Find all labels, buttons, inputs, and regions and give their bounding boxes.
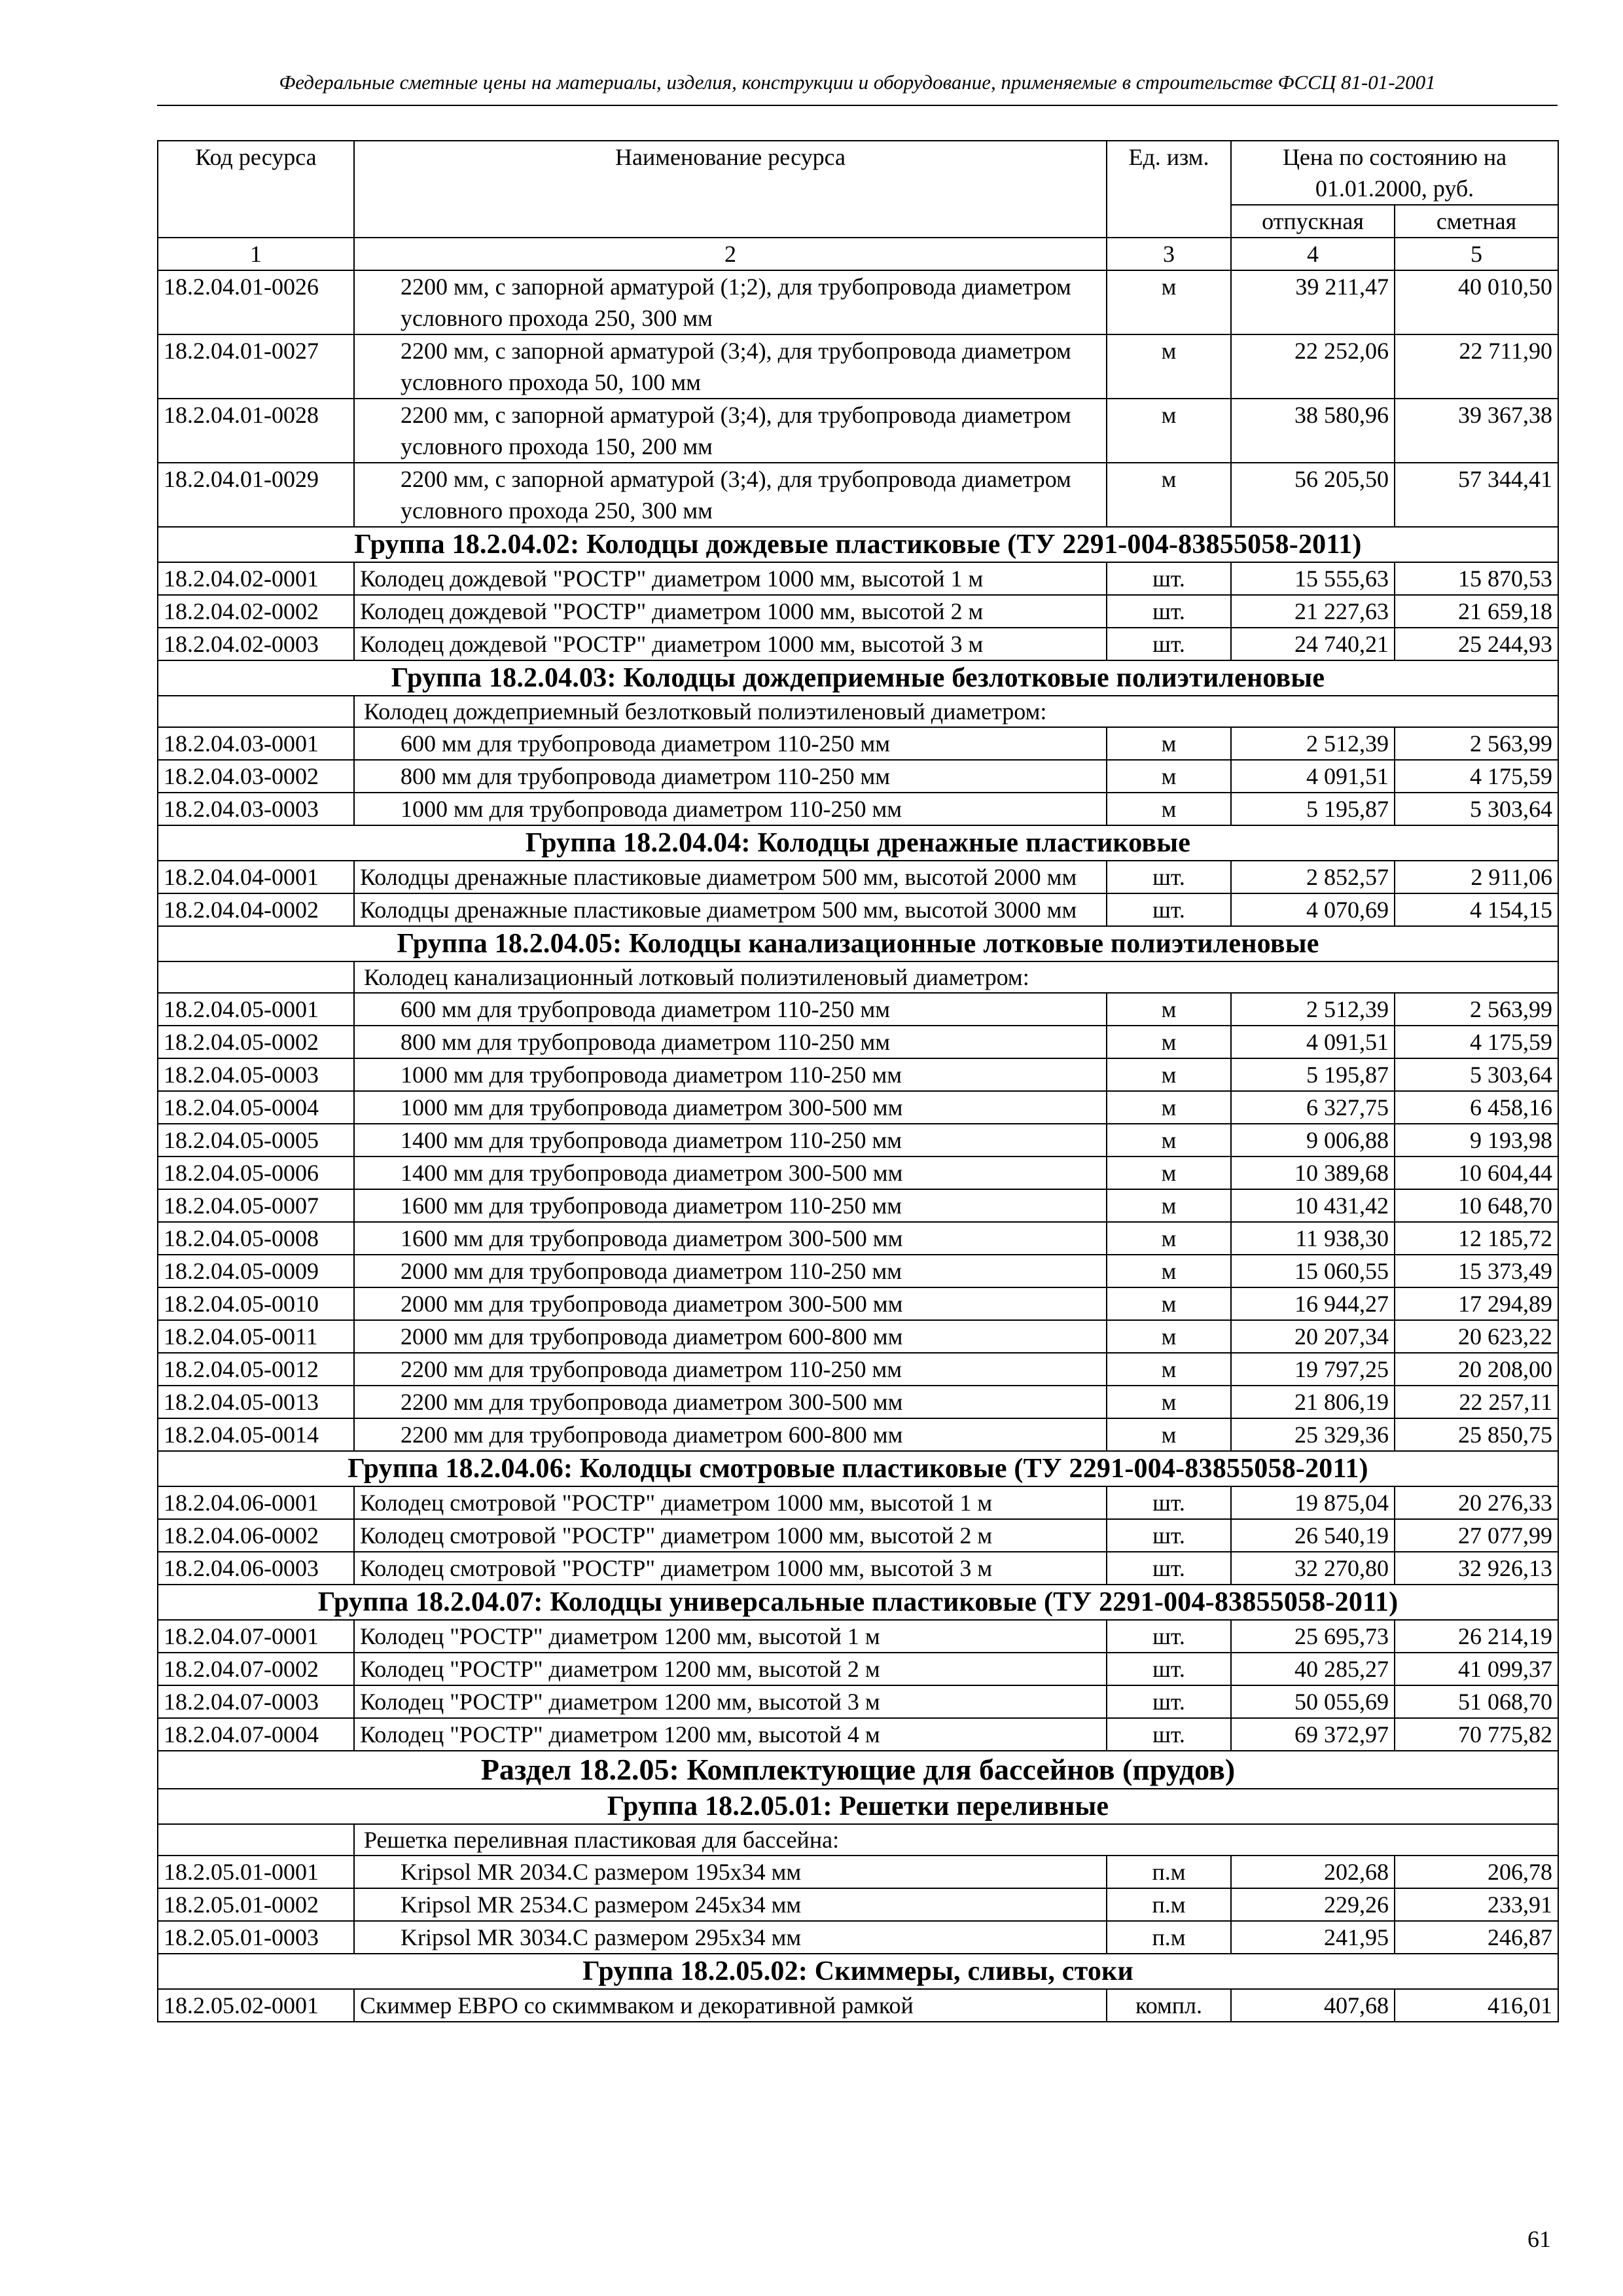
release-price: 38 580,96 bbox=[1231, 399, 1395, 463]
release-price: 229,26 bbox=[1231, 1888, 1395, 1921]
release-price: 5 195,87 bbox=[1231, 1058, 1395, 1091]
release-price: 202,68 bbox=[1231, 1856, 1395, 1888]
unit-of-measure: м bbox=[1107, 1124, 1231, 1157]
group-heading-row bbox=[158, 1954, 1558, 1989]
unit-of-measure: п.м bbox=[1107, 1888, 1231, 1921]
table-row bbox=[158, 1157, 1558, 1189]
unit-of-measure: п.м bbox=[1107, 1921, 1231, 1954]
subheading-row bbox=[158, 961, 1558, 993]
group-heading: Группа 18.2.05.01: Решетки переливные bbox=[158, 1789, 1558, 1824]
unit-of-measure: шт. bbox=[1107, 595, 1231, 628]
table-row bbox=[158, 628, 1558, 660]
release-price: 69 372,97 bbox=[1231, 1718, 1395, 1751]
unit-of-measure: м bbox=[1107, 727, 1231, 760]
unit-of-measure: м bbox=[1107, 993, 1231, 1026]
resource-name: 800 мм для трубопровода диаметром 110-250 мм bbox=[354, 760, 1107, 793]
unit-of-measure: м bbox=[1107, 1058, 1231, 1091]
estimate-price: 4 175,59 bbox=[1395, 760, 1558, 793]
price-column-header: Цена по состоянию на 01.01.2000, руб. bbox=[1231, 141, 1558, 205]
estimate-price: 70 775,82 bbox=[1395, 1718, 1558, 1751]
estimate-price: 41 099,37 bbox=[1395, 1653, 1558, 1685]
resource-code: 18.2.05.02-0001 bbox=[158, 1989, 354, 2022]
table-row bbox=[158, 1320, 1558, 1353]
resource-name: Колодец смотровой "РОСТР" диаметром 1000 мм, высотой 1 м bbox=[354, 1486, 1107, 1519]
release-price: 50 055,69 bbox=[1231, 1685, 1395, 1718]
resource-code: 18.2.04.05-0012 bbox=[158, 1353, 354, 1386]
release-price: 25 329,36 bbox=[1231, 1418, 1395, 1451]
release-price: 4 070,69 bbox=[1231, 893, 1395, 926]
release-price: 9 006,88 bbox=[1231, 1124, 1395, 1157]
resource-code: 18.2.04.06-0002 bbox=[158, 1519, 354, 1552]
resource-code: 18.2.05.01-0002 bbox=[158, 1888, 354, 1921]
resource-code: 18.2.05.01-0001 bbox=[158, 1856, 354, 1888]
estimate-price: 2 563,99 bbox=[1395, 727, 1558, 760]
code-column-header: Код ресурса bbox=[158, 141, 354, 238]
resource-name: 600 мм для трубопровода диаметром 110-250 мм bbox=[354, 993, 1107, 1026]
resource-code: 18.2.04.05-0013 bbox=[158, 1386, 354, 1418]
unit-of-measure: шт. bbox=[1107, 628, 1231, 660]
release-price: 21 227,63 bbox=[1231, 595, 1395, 628]
group-heading: Группа 18.2.04.04: Колодцы дренажные пластиковые bbox=[158, 825, 1558, 861]
unit-of-measure: м bbox=[1107, 793, 1231, 825]
header-rule bbox=[157, 105, 1558, 106]
resource-code: 18.2.04.04-0001 bbox=[158, 861, 354, 893]
column-number-row bbox=[158, 238, 1558, 270]
estimate-price: 233,91 bbox=[1395, 1888, 1558, 1921]
estimate-price: 10 648,70 bbox=[1395, 1189, 1558, 1222]
release-price: 10 389,68 bbox=[1231, 1157, 1395, 1189]
resource-name: 2200 мм, с запорной арматурой (1;2), для трубопровода диаметром условного прохода 250, 300 мм bbox=[354, 270, 1107, 334]
estimate-price: 25 850,75 bbox=[1395, 1418, 1558, 1451]
unit-of-measure: м bbox=[1107, 399, 1231, 463]
table-row bbox=[158, 1287, 1558, 1320]
unit-of-measure: м bbox=[1107, 760, 1231, 793]
resource-code: 18.2.04.02-0002 bbox=[158, 595, 354, 628]
resource-name: 2200 мм для трубопровода диаметром 600-800 мм bbox=[354, 1418, 1107, 1451]
group-heading: Группа 18.2.04.06: Колодцы смотровые пластиковые (ТУ 2291-004-83855058-2011) bbox=[158, 1451, 1558, 1486]
unit-of-measure: м bbox=[1107, 1320, 1231, 1353]
resource-name: Колодцы дренажные пластиковые диаметром 500 мм, высотой 3000 мм bbox=[354, 893, 1107, 926]
estimate-price: 5 303,64 bbox=[1395, 793, 1558, 825]
release-price: 26 540,19 bbox=[1231, 1519, 1395, 1552]
resource-code: 18.2.04.07-0004 bbox=[158, 1718, 354, 1751]
price-table bbox=[157, 140, 1559, 2022]
release-price: 4 091,51 bbox=[1231, 1026, 1395, 1058]
unit-of-measure: шт. bbox=[1107, 861, 1231, 893]
table-row bbox=[158, 1255, 1558, 1287]
resource-name: 2000 мм для трубопровода диаметром 110-250 мм bbox=[354, 1255, 1107, 1287]
resource-name: 2200 мм для трубопровода диаметром 300-500 мм bbox=[354, 1386, 1107, 1418]
resource-name: 1000 мм для трубопровода диаметром 110-250 мм bbox=[354, 1058, 1107, 1091]
table-row bbox=[158, 1091, 1558, 1124]
table-row bbox=[158, 1685, 1558, 1718]
group-heading-row bbox=[158, 1585, 1558, 1620]
unit-of-measure: м bbox=[1107, 1222, 1231, 1255]
resource-code: 18.2.05.01-0003 bbox=[158, 1921, 354, 1954]
release-price: 25 695,73 bbox=[1231, 1620, 1395, 1653]
resource-name: 1000 мм для трубопровода диаметром 300-500 мм bbox=[354, 1091, 1107, 1124]
table-row bbox=[158, 595, 1558, 628]
resource-code: 18.2.04.02-0003 bbox=[158, 628, 354, 660]
resource-name: Kripsol MR 3034.C размером 295x34 мм bbox=[354, 1921, 1107, 1954]
resource-code: 18.2.04.05-0008 bbox=[158, 1222, 354, 1255]
estimate-price: 206,78 bbox=[1395, 1856, 1558, 1888]
estimate-price: 51 068,70 bbox=[1395, 1685, 1558, 1718]
release-price: 20 207,34 bbox=[1231, 1320, 1395, 1353]
table-row bbox=[158, 1519, 1558, 1552]
column-number: 1 bbox=[158, 238, 354, 270]
estimate-price: 22 257,11 bbox=[1395, 1386, 1558, 1418]
group-heading: Группа 18.2.05.02: Скиммеры, сливы, стоки bbox=[158, 1954, 1558, 1989]
subheading-label: Решетка переливная пластиковая для бассейна: bbox=[354, 1824, 1558, 1856]
release-price: 22 252,06 bbox=[1231, 334, 1395, 399]
table-row bbox=[158, 1653, 1558, 1685]
resource-code: 18.2.04.05-0009 bbox=[158, 1255, 354, 1287]
unit-of-measure: шт. bbox=[1107, 893, 1231, 926]
unit-of-measure: м bbox=[1107, 1353, 1231, 1386]
unit-of-measure: м bbox=[1107, 1091, 1231, 1124]
page-header: Федеральные сметные цены на материалы, изделия, конструкции и оборудование, применяемые в строительстве ФССЦ 81-01-2001 bbox=[279, 71, 1436, 94]
empty-cell bbox=[158, 961, 354, 993]
resource-name: Kripsol MR 2534.C размером 245x34 мм bbox=[354, 1888, 1107, 1921]
table-row bbox=[158, 1386, 1558, 1418]
estimate-price: 2 911,06 bbox=[1395, 861, 1558, 893]
release-price: 6 327,75 bbox=[1231, 1091, 1395, 1124]
table-row bbox=[158, 1353, 1558, 1386]
table-row bbox=[158, 463, 1558, 527]
resource-name: 1400 мм для трубопровода диаметром 110-250 мм bbox=[354, 1124, 1107, 1157]
table-row bbox=[158, 893, 1558, 926]
table-row bbox=[158, 270, 1558, 334]
estimate-price: 32 926,13 bbox=[1395, 1552, 1558, 1585]
group-heading: Группа 18.2.04.07: Колодцы универсальные пластиковые (ТУ 2291-004-83855058-2011) bbox=[158, 1585, 1558, 1620]
resource-name: Колодец смотровой "РОСТР" диаметром 1000 мм, высотой 2 м bbox=[354, 1519, 1107, 1552]
resource-name: Колодец дождевой "РОСТР" диаметром 1000 мм, высотой 1 м bbox=[354, 562, 1107, 595]
unit-of-measure: м bbox=[1107, 1418, 1231, 1451]
table-row bbox=[158, 861, 1558, 893]
unit-of-measure: компл. bbox=[1107, 1989, 1231, 2022]
table-row bbox=[158, 760, 1558, 793]
estimate-price-header: сметная bbox=[1395, 205, 1558, 238]
unit-of-measure: м bbox=[1107, 334, 1231, 399]
release-price: 2 512,39 bbox=[1231, 993, 1395, 1026]
resource-name: Скиммер ЕВРО со скиммваком и декоративной рамкой bbox=[354, 1989, 1107, 2022]
table-row bbox=[158, 1856, 1558, 1888]
table-row bbox=[158, 562, 1558, 595]
table-row bbox=[158, 1718, 1558, 1751]
release-price: 24 740,21 bbox=[1231, 628, 1395, 660]
estimate-price: 12 185,72 bbox=[1395, 1222, 1558, 1255]
resource-name: Kripsol MR 2034.C размером 195x34 мм bbox=[354, 1856, 1107, 1888]
estimate-price: 25 244,93 bbox=[1395, 628, 1558, 660]
resource-code: 18.2.04.06-0003 bbox=[158, 1552, 354, 1585]
resource-name: 2200 мм, с запорной арматурой (3;4), для трубопровода диаметром условного прохода 50, 100 мм bbox=[354, 334, 1107, 399]
table-row bbox=[158, 1189, 1558, 1222]
unit-of-measure: м bbox=[1107, 1287, 1231, 1320]
resource-code: 18.2.04.05-0001 bbox=[158, 993, 354, 1026]
resource-name: 1000 мм для трубопровода диаметром 110-250 мм bbox=[354, 793, 1107, 825]
group-heading: Группа 18.2.04.02: Колодцы дождевые пластиковые (ТУ 2291-004-83855058-2011) bbox=[158, 527, 1558, 562]
resource-code: 18.2.04.06-0001 bbox=[158, 1486, 354, 1519]
release-price: 40 285,27 bbox=[1231, 1653, 1395, 1685]
subheading-label: Колодец дождеприемный безлотковый полиэтиленовый диаметром: bbox=[354, 696, 1558, 727]
resource-name: Колодец "РОСТР" диаметром 1200 мм, высотой 4 м bbox=[354, 1718, 1107, 1751]
resource-code: 18.2.04.07-0003 bbox=[158, 1685, 354, 1718]
table-row bbox=[158, 727, 1558, 760]
table-row bbox=[158, 1989, 1558, 2022]
table-row bbox=[158, 1124, 1558, 1157]
table-row bbox=[158, 1486, 1558, 1519]
estimate-price: 17 294,89 bbox=[1395, 1287, 1558, 1320]
resource-code: 18.2.04.05-0010 bbox=[158, 1287, 354, 1320]
unit-of-measure: м bbox=[1107, 1157, 1231, 1189]
resource-code: 18.2.04.03-0002 bbox=[158, 760, 354, 793]
group-heading-row bbox=[158, 825, 1558, 861]
release-price: 11 938,30 bbox=[1231, 1222, 1395, 1255]
section-heading-row bbox=[158, 1751, 1558, 1789]
resource-name: Колодцы дренажные пластиковые диаметром 500 мм, высотой 2000 мм bbox=[354, 861, 1107, 893]
estimate-price: 15 373,49 bbox=[1395, 1255, 1558, 1287]
resource-code: 18.2.04.05-0004 bbox=[158, 1091, 354, 1124]
table-row bbox=[158, 993, 1558, 1026]
resource-code: 18.2.04.05-0007 bbox=[158, 1189, 354, 1222]
resource-name: 600 мм для трубопровода диаметром 110-250 мм bbox=[354, 727, 1107, 760]
estimate-price: 40 010,50 bbox=[1395, 270, 1558, 334]
resource-code: 18.2.04.03-0003 bbox=[158, 793, 354, 825]
resource-code: 18.2.04.05-0002 bbox=[158, 1026, 354, 1058]
subheading-row bbox=[158, 1824, 1558, 1856]
estimate-price: 4 154,15 bbox=[1395, 893, 1558, 926]
column-number: 5 bbox=[1395, 238, 1558, 270]
release-price: 21 806,19 bbox=[1231, 1386, 1395, 1418]
estimate-price: 20 208,00 bbox=[1395, 1353, 1558, 1386]
unit-of-measure: шт. bbox=[1107, 1486, 1231, 1519]
estimate-price: 21 659,18 bbox=[1395, 595, 1558, 628]
unit-of-measure: м bbox=[1107, 1189, 1231, 1222]
table-row bbox=[158, 1222, 1558, 1255]
resource-name: 2200 мм, с запорной арматурой (3;4), для трубопровода диаметром условного прохода 250, 300 мм bbox=[354, 463, 1107, 527]
header-row bbox=[158, 141, 1558, 205]
estimate-price: 4 175,59 bbox=[1395, 1026, 1558, 1058]
release-price: 2 852,57 bbox=[1231, 861, 1395, 893]
group-heading-row bbox=[158, 1451, 1558, 1486]
release-price-header: отпускная bbox=[1231, 205, 1395, 238]
release-price: 15 555,63 bbox=[1231, 562, 1395, 595]
table-row bbox=[158, 1888, 1558, 1921]
table-row bbox=[158, 399, 1558, 463]
release-price: 4 091,51 bbox=[1231, 760, 1395, 793]
release-price: 407,68 bbox=[1231, 1989, 1395, 2022]
resource-name: 1400 мм для трубопровода диаметром 300-500 мм bbox=[354, 1157, 1107, 1189]
empty-cell bbox=[158, 1824, 354, 1856]
resource-code: 18.2.04.05-0003 bbox=[158, 1058, 354, 1091]
resource-name: 2200 мм, с запорной арматурой (3;4), для трубопровода диаметром условного прохода 150, 200 мм bbox=[354, 399, 1107, 463]
release-price: 16 944,27 bbox=[1231, 1287, 1395, 1320]
estimate-price: 22 711,90 bbox=[1395, 334, 1558, 399]
table-row bbox=[158, 334, 1558, 399]
resource-name: Колодец смотровой "РОСТР" диаметром 1000 мм, высотой 3 м bbox=[354, 1552, 1107, 1585]
resource-code: 18.2.04.01-0027 bbox=[158, 334, 354, 399]
unit-of-measure: шт. bbox=[1107, 1685, 1231, 1718]
estimate-price: 39 367,38 bbox=[1395, 399, 1558, 463]
page-number: 61 bbox=[1527, 2226, 1551, 2252]
release-price: 241,95 bbox=[1231, 1921, 1395, 1954]
unit-of-measure: шт. bbox=[1107, 1519, 1231, 1552]
table-row bbox=[158, 793, 1558, 825]
unit-of-measure: п.м bbox=[1107, 1856, 1231, 1888]
release-price: 19 875,04 bbox=[1231, 1486, 1395, 1519]
estimate-price: 5 303,64 bbox=[1395, 1058, 1558, 1091]
column-number: 4 bbox=[1231, 238, 1395, 270]
unit-of-measure: шт. bbox=[1107, 1653, 1231, 1685]
table-row bbox=[158, 1552, 1558, 1585]
estimate-price: 15 870,53 bbox=[1395, 562, 1558, 595]
resource-name: 800 мм для трубопровода диаметром 110-250 мм bbox=[354, 1026, 1107, 1058]
unit-of-measure: шт. bbox=[1107, 1718, 1231, 1751]
group-heading-row bbox=[158, 1789, 1558, 1824]
resource-code: 18.2.04.07-0002 bbox=[158, 1653, 354, 1685]
section-heading: Раздел 18.2.05: Комплектующие для бассейнов (прудов) bbox=[158, 1751, 1558, 1789]
resource-code: 18.2.04.05-0005 bbox=[158, 1124, 354, 1157]
resource-name: Колодец "РОСТР" диаметром 1200 мм, высотой 2 м bbox=[354, 1653, 1107, 1685]
estimate-price: 20 276,33 bbox=[1395, 1486, 1558, 1519]
estimate-price: 27 077,99 bbox=[1395, 1519, 1558, 1552]
resource-code: 18.2.04.01-0028 bbox=[158, 399, 354, 463]
resource-code: 18.2.04.07-0001 bbox=[158, 1620, 354, 1653]
estimate-price: 416,01 bbox=[1395, 1989, 1558, 2022]
unit-of-measure: шт. bbox=[1107, 1620, 1231, 1653]
subheading-row bbox=[158, 696, 1558, 727]
release-price: 32 270,80 bbox=[1231, 1552, 1395, 1585]
unit-of-measure: шт. bbox=[1107, 562, 1231, 595]
resource-code: 18.2.04.01-0029 bbox=[158, 463, 354, 527]
subheading-label: Колодец канализационный лотковый полиэтиленовый диаметром: bbox=[354, 961, 1558, 993]
release-price: 15 060,55 bbox=[1231, 1255, 1395, 1287]
group-heading: Группа 18.2.04.05: Колодцы канализационные лотковые полиэтиленовые bbox=[158, 926, 1558, 961]
resource-name: 2000 мм для трубопровода диаметром 600-800 мм bbox=[354, 1320, 1107, 1353]
estimate-price: 20 623,22 bbox=[1395, 1320, 1558, 1353]
unit-of-measure: м bbox=[1107, 1026, 1231, 1058]
table-row bbox=[158, 1058, 1558, 1091]
resource-code: 18.2.04.02-0001 bbox=[158, 562, 354, 595]
resource-name: Колодец "РОСТР" диаметром 1200 мм, высотой 3 м bbox=[354, 1685, 1107, 1718]
release-price: 10 431,42 bbox=[1231, 1189, 1395, 1222]
resource-code: 18.2.04.05-0014 bbox=[158, 1418, 354, 1451]
resource-name: Колодец дождевой "РОСТР" диаметром 1000 мм, высотой 2 м bbox=[354, 595, 1107, 628]
estimate-price: 57 344,41 bbox=[1395, 463, 1558, 527]
resource-code: 18.2.04.01-0026 bbox=[158, 270, 354, 334]
resource-code: 18.2.04.05-0011 bbox=[158, 1320, 354, 1353]
release-price: 56 205,50 bbox=[1231, 463, 1395, 527]
column-number: 2 bbox=[354, 238, 1107, 270]
estimate-price: 6 458,16 bbox=[1395, 1091, 1558, 1124]
unit-of-measure: шт. bbox=[1107, 1552, 1231, 1585]
group-heading-row bbox=[158, 660, 1558, 696]
unit-of-measure: м bbox=[1107, 1255, 1231, 1287]
resource-name: 2200 мм для трубопровода диаметром 110-250 мм bbox=[354, 1353, 1107, 1386]
resource-name: Колодец дождевой "РОСТР" диаметром 1000 мм, высотой 3 м bbox=[354, 628, 1107, 660]
release-price: 39 211,47 bbox=[1231, 270, 1395, 334]
table-row bbox=[158, 1418, 1558, 1451]
estimate-price: 10 604,44 bbox=[1395, 1157, 1558, 1189]
unit-of-measure: м bbox=[1107, 463, 1231, 527]
group-heading: Группа 18.2.04.03: Колодцы дождеприемные безлотковые полиэтиленовые bbox=[158, 660, 1558, 696]
group-heading-row bbox=[158, 926, 1558, 961]
unit-column-header: Ед. изм. bbox=[1107, 141, 1231, 238]
resource-name: 1600 мм для трубопровода диаметром 300-500 мм bbox=[354, 1222, 1107, 1255]
table-row bbox=[158, 1026, 1558, 1058]
name-column-header: Наименование ресурса bbox=[354, 141, 1107, 238]
unit-of-measure: м bbox=[1107, 1386, 1231, 1418]
estimate-price: 9 193,98 bbox=[1395, 1124, 1558, 1157]
resource-code: 18.2.04.03-0001 bbox=[158, 727, 354, 760]
release-price: 5 195,87 bbox=[1231, 793, 1395, 825]
estimate-price: 2 563,99 bbox=[1395, 993, 1558, 1026]
estimate-price: 26 214,19 bbox=[1395, 1620, 1558, 1653]
release-price: 19 797,25 bbox=[1231, 1353, 1395, 1386]
column-number: 3 bbox=[1107, 238, 1231, 270]
resource-name: 1600 мм для трубопровода диаметром 110-250 мм bbox=[354, 1189, 1107, 1222]
resource-code: 18.2.04.04-0002 bbox=[158, 893, 354, 926]
estimate-price: 246,87 bbox=[1395, 1921, 1558, 1954]
resource-code: 18.2.04.05-0006 bbox=[158, 1157, 354, 1189]
unit-of-measure: м bbox=[1107, 270, 1231, 334]
table-row bbox=[158, 1620, 1558, 1653]
group-heading-row bbox=[158, 527, 1558, 562]
empty-cell bbox=[158, 696, 354, 727]
table-row bbox=[158, 1921, 1558, 1954]
resource-name: Колодец "РОСТР" диаметром 1200 мм, высотой 1 м bbox=[354, 1620, 1107, 1653]
resource-name: 2000 мм для трубопровода диаметром 300-500 мм bbox=[354, 1287, 1107, 1320]
release-price: 2 512,39 bbox=[1231, 727, 1395, 760]
